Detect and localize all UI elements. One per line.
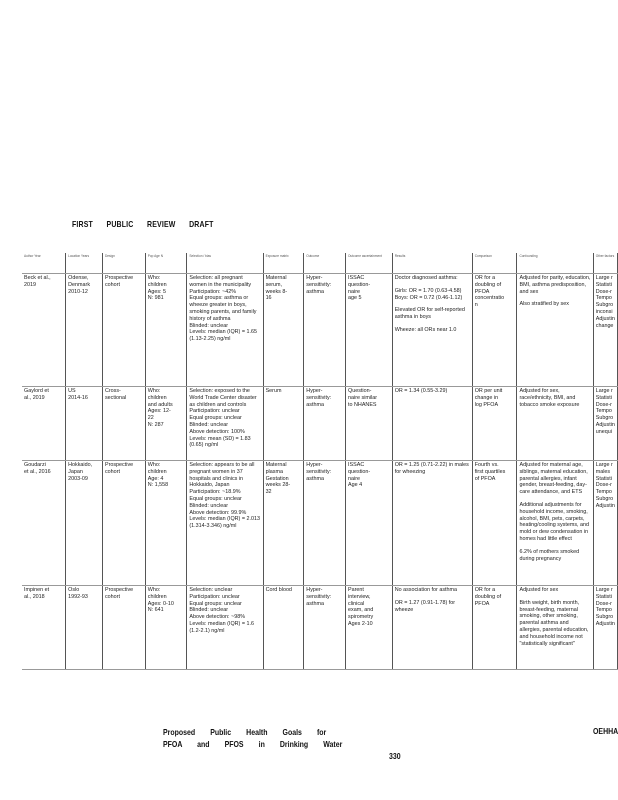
cell-line: Additional adjustments for household income, smoking, alcohol, BMI, pets, carpets, heating/cooling systems, and mold or dew condensation in homes had little effect	[519, 501, 590, 542]
cell-line: Hyper-	[306, 462, 323, 468]
exposure-cell	[263, 586, 304, 670]
cell-line: Equal groups: unclear	[189, 415, 242, 422]
cell-line: Question-	[348, 388, 372, 394]
cell-line: OR = 1.34 (0.55-3.29)	[394, 388, 448, 394]
cell-line: Boys: OR = 0.72 (0.46-1.12)	[394, 294, 463, 301]
cell-line: 2014-16	[68, 394, 88, 401]
cell-line: 22	[147, 415, 154, 422]
cell-line: Cord blood	[265, 587, 292, 593]
cell-line: Maternal	[265, 275, 287, 281]
cell-line: question-	[348, 468, 371, 475]
page-number: 330	[389, 751, 401, 761]
cell-line: ISSAC	[348, 462, 365, 468]
cell-line: spirometry	[348, 614, 374, 621]
cell-line: age 5	[348, 295, 362, 302]
cell-line: 2003-09	[68, 475, 88, 482]
cell-line: Dose-r	[595, 482, 612, 489]
population-cell	[145, 586, 187, 670]
cell-line: Adjusted for sex, race/ethnicity, BMI, and tobacco smoke exposure	[519, 388, 580, 408]
author-cell	[22, 387, 66, 461]
cell-line: Tempo	[595, 489, 612, 496]
cell-line: PFOA	[474, 288, 490, 295]
cell-line: naire	[348, 475, 361, 482]
comparison-cell	[472, 586, 517, 670]
cell-line: Subgro	[595, 415, 614, 422]
comparison-cell	[472, 274, 517, 387]
cell-line: Participation: ~42%	[189, 288, 236, 295]
cell-line: asthma	[306, 600, 324, 607]
cell-line: Beck et al.,	[24, 275, 51, 281]
cell-line: Adjustin	[595, 502, 615, 509]
exposure-cell	[263, 461, 304, 586]
confounding-cell	[517, 387, 593, 461]
cell-line: et al., 2016	[24, 468, 51, 475]
cell-line: Gestation	[265, 475, 289, 482]
cell-line: Selection: unclear	[189, 587, 233, 593]
author-cell	[22, 461, 66, 586]
cell-line: inconsi	[595, 308, 613, 315]
cell-line: children	[147, 394, 167, 401]
cell-line: sensitivity:	[306, 593, 332, 600]
cell-line: Large r	[595, 388, 613, 394]
column-header: Comparison	[472, 253, 517, 274]
column-header: Pop Age N	[145, 253, 187, 274]
cell-line: Hokkaido,	[68, 462, 93, 468]
table-row	[22, 387, 618, 461]
cell-line: cohort	[104, 281, 120, 288]
cell-line: Ages: 5	[147, 288, 167, 295]
cell-line: Fourth vs.	[474, 462, 499, 468]
selection-cell	[187, 461, 263, 586]
cell-line: Cross-	[104, 388, 121, 394]
cell-line: Ages 2-10	[348, 620, 373, 627]
cell-line: weeks 28-	[265, 482, 291, 489]
cell-line: Adjustin	[595, 421, 615, 428]
cell-line: N: 641	[147, 607, 164, 614]
cell-line: Statisti	[595, 593, 612, 600]
footer-title-line: PFOA and PFOS in Drinking Water	[163, 739, 343, 749]
cell-line: asthma	[306, 401, 324, 408]
cell-line: cohort	[104, 468, 120, 475]
cell-line: Large r	[595, 587, 613, 593]
cell-line: unequi	[595, 428, 612, 435]
cell-line: Parent	[348, 587, 364, 593]
cell-line: Blinded: unclear	[189, 607, 229, 614]
cell-line: children	[147, 593, 167, 600]
column-header: Outcome ascertainment	[346, 253, 393, 274]
cell-line: Adjustin	[595, 315, 615, 322]
results-cell	[392, 274, 472, 387]
outcome-cell	[304, 387, 346, 461]
cell-line: Selection: appears to be all pregnant women in 37 hospitals and clinics in Hokkaido, Japan	[189, 462, 255, 489]
cell-line: Also stratified by sex	[519, 301, 569, 308]
cell-line: asthma	[306, 475, 324, 482]
location-cell	[66, 586, 103, 670]
column-header: Location Years	[66, 253, 103, 274]
table-row	[22, 461, 618, 586]
cell-line: and adults	[147, 401, 173, 408]
column-header: Exposure matrix	[263, 253, 304, 274]
column-header: Author Year	[22, 253, 66, 274]
cell-line: N: 1,558	[147, 482, 169, 489]
cell-line: Subgro	[595, 614, 614, 621]
cell-line: OR per unit	[474, 388, 503, 394]
cell-line: children	[147, 468, 167, 475]
cell-line: children	[147, 281, 167, 288]
cell-line: Ages: 0-10	[147, 600, 174, 607]
cell-line: Levels: median (IQR) = 1.6 (1.2-2.1) ng/ml	[189, 620, 254, 634]
population-cell	[145, 387, 187, 461]
cell-line: Who:	[147, 388, 161, 394]
outcome-cell	[304, 461, 346, 586]
cell-line: Statisti	[595, 475, 612, 482]
cell-line: Who:	[147, 275, 161, 281]
cell-line: Oslo	[68, 587, 80, 593]
cell-line: al., 2019	[24, 394, 45, 401]
cell-line: Selection: exposed to the World Trade Center disaster as children and controls	[189, 388, 257, 408]
cell-line: Hyper-	[306, 388, 323, 394]
cell-line: Statisti	[595, 281, 612, 288]
cell-line: sensitivity:	[306, 281, 332, 288]
column-header: Outcome	[304, 253, 346, 274]
author-cell	[22, 274, 66, 387]
cell-line: interview,	[348, 593, 371, 600]
cell-line: Adjusted for maternal age, siblings, maternal education, parental allergies, infant gender, breast-feeding, day-care attendance, and ETS	[519, 462, 588, 496]
cell-line: Above detection: ~98%	[189, 614, 245, 621]
cell-line: Adjusted for parity, education, BMI, asthma predisposition, and sex	[519, 275, 591, 295]
cell-line: Adjusted for sex	[519, 587, 559, 593]
cell-line: Hyper-	[306, 587, 323, 593]
cell-line: naire	[348, 288, 361, 295]
cell-line: concentratio	[474, 295, 505, 302]
cell-line: OR for a	[474, 275, 496, 281]
outcome-cell	[304, 274, 346, 387]
cell-line: plasma	[265, 468, 283, 475]
cell-line: Participation: unclear	[189, 408, 240, 415]
column-header: Confounding	[517, 253, 593, 274]
other-cell	[593, 274, 617, 387]
results-cell	[392, 461, 472, 586]
cell-line: Equal groups: unclear	[189, 600, 242, 607]
other-cell	[593, 461, 617, 586]
other-cell	[593, 387, 617, 461]
location-cell	[66, 461, 103, 586]
table-header-row	[22, 253, 618, 274]
location-cell	[66, 274, 103, 387]
column-header: Selection / bias	[187, 253, 263, 274]
cell-line: Tempo	[595, 295, 612, 302]
cell-line: Equal groups: asthma or wheeze greater in boys, smoking parents, and family history of asthma	[189, 295, 257, 322]
cell-line: Who:	[147, 462, 161, 468]
cell-line: 32	[265, 489, 272, 496]
cell-line: Age 4	[348, 482, 363, 489]
other-cell	[593, 586, 617, 670]
confounding-cell	[517, 461, 593, 586]
cell-line: Prospective	[104, 587, 134, 593]
cell-line: first quartiles	[474, 468, 506, 475]
cell-line: Blinded: unclear	[189, 421, 229, 428]
cell-line: Tempo	[595, 408, 612, 415]
cell-line: 2010-12	[68, 288, 88, 295]
cell-line: Wheeze: all ORs near 1.0	[394, 326, 457, 333]
cell-line: cohort	[104, 593, 120, 600]
cell-line: Dose-r	[595, 288, 612, 295]
cell-line: Participation: unclear	[189, 593, 240, 600]
cell-line: Above detection: 99.9%	[189, 509, 247, 516]
cell-line: 6.2% of mothers smoked during pregnancy	[519, 548, 580, 562]
cell-line: Above detection: 100%	[189, 428, 245, 435]
cell-line: Doctor diagnosed asthma:	[394, 275, 458, 281]
cell-line: weeks 8-	[265, 288, 288, 295]
population-cell	[145, 274, 187, 387]
cell-line: OR = 1.27 (0.91-1.78) for wheeze	[394, 599, 456, 613]
cell-line: PFOA	[474, 600, 490, 607]
author-cell	[22, 586, 66, 670]
cell-line: 1992-93	[68, 593, 88, 600]
exposure-cell	[263, 387, 304, 461]
ascertainment-cell	[346, 461, 393, 586]
confounding-cell	[517, 274, 593, 387]
design-cell	[102, 586, 145, 670]
confounding-cell	[517, 586, 593, 670]
cell-line: Serum	[265, 388, 282, 394]
cell-line: of PFOA	[474, 475, 496, 482]
cell-line: Levels: median (IQR) = 1.65 (1.13-2.25) ng/ml	[189, 329, 257, 343]
cell-line: to NHANES	[348, 401, 377, 408]
table-row	[22, 586, 618, 670]
draft-header: FIRST PUBLIC REVIEW DRAFT	[72, 219, 214, 229]
cell-line: Levels: median (IQR) = 2.013 (1.314-3.346) ng/ml	[189, 516, 260, 530]
cell-line: Statisti	[595, 394, 612, 401]
selection-cell	[187, 387, 263, 461]
footer-title	[163, 726, 342, 750]
table-row	[22, 274, 618, 387]
selection-cell	[187, 274, 263, 387]
cell-line: al., 2018	[24, 593, 45, 600]
cell-line: Subgro	[595, 495, 614, 502]
footer-org: OEHHA	[593, 726, 618, 736]
cell-line: 2019	[24, 281, 36, 288]
cell-line: Selection: all pregnant women in the municipality	[189, 275, 252, 288]
ascertainment-cell	[346, 387, 393, 461]
cell-line: No association for asthma	[394, 587, 458, 593]
cell-line: Who:	[147, 587, 161, 593]
cell-line: Subgro	[595, 302, 614, 309]
results-cell	[392, 387, 472, 461]
cell-line: OR for a	[474, 587, 496, 593]
design-cell	[102, 387, 145, 461]
column-header: Results	[392, 253, 472, 274]
column-header: Other factors	[593, 253, 617, 274]
cell-line: Hyper-	[306, 275, 323, 281]
cell-line: Gaylord et	[24, 388, 49, 394]
cell-line: Dose-r	[595, 600, 612, 607]
footer-title-line: Proposed Public Health Goals for	[163, 727, 327, 737]
cell-line: Age: 4	[147, 475, 164, 482]
cell-line: asthma	[306, 288, 324, 295]
cell-line: Maternal	[265, 462, 287, 468]
cell-line: males	[595, 468, 611, 475]
cell-line: doubling of	[474, 593, 502, 600]
selection-cell	[187, 586, 263, 670]
cell-line: Blinded: unclear	[189, 322, 229, 329]
location-cell	[66, 387, 103, 461]
cell-line: Odense,	[68, 275, 89, 281]
cell-line: Equal groups: unclear	[189, 495, 242, 502]
cell-line: Girls: OR = 1.70 (0.63-4.58)	[394, 287, 462, 294]
cell-line: Participation: ~18.9%	[189, 489, 241, 496]
cell-line: Japan	[68, 468, 83, 475]
cell-line: Blinded: unclear	[189, 502, 229, 509]
cell-line: Prospective	[104, 462, 134, 468]
cell-line: Ages: 12-	[147, 408, 171, 415]
cell-line: US	[68, 388, 76, 394]
cell-line: doubling of	[474, 281, 502, 288]
cell-line: Elevated OR for self-reported asthma in boys	[394, 307, 465, 321]
cell-line: change in	[474, 394, 499, 401]
cell-line: Dose-r	[595, 401, 612, 408]
comparison-cell	[472, 461, 517, 586]
design-cell	[102, 461, 145, 586]
cell-line: clinical	[348, 600, 365, 607]
evidence-table	[22, 253, 618, 670]
cell-line: Birth weight, birth month, breast-feeding, maternal smoking, other smoking, parental asthma and allergies, parental education, and household income not "statistically significant"	[519, 599, 589, 647]
cell-line: Tempo	[595, 607, 612, 614]
cell-line: n	[474, 302, 478, 309]
cell-line: exam, and	[348, 607, 374, 614]
cell-line: OR = 1.25 (0.71-2.22) in males for wheezing	[394, 462, 469, 475]
cell-line: Large r	[595, 462, 613, 468]
cell-line: ISSAC	[348, 275, 365, 281]
ascertainment-cell	[346, 274, 393, 387]
cell-line: 16	[265, 295, 272, 302]
cell-line: Impinen et	[24, 587, 50, 593]
cell-line: Prospective	[104, 275, 134, 281]
column-header: Design	[102, 253, 145, 274]
cell-line: change	[595, 322, 614, 329]
cell-line: log PFOA	[474, 401, 499, 408]
results-cell	[392, 586, 472, 670]
population-cell	[145, 461, 187, 586]
cell-line: Denmark	[68, 281, 91, 288]
comparison-cell	[472, 387, 517, 461]
cell-line: naire similar	[348, 394, 378, 401]
design-cell	[102, 274, 145, 387]
cell-line: serum,	[265, 281, 283, 288]
cell-line: Levels: mean (SD) = 1.83 (0.65) ng/ml	[189, 435, 251, 449]
cell-line: N: 287	[147, 421, 164, 428]
cell-line: Large r	[595, 275, 613, 281]
cell-line: sectional	[104, 394, 127, 401]
cell-line: question-	[348, 281, 371, 288]
cell-line: Adjustin	[595, 620, 615, 627]
cell-line: sensitivity:	[306, 394, 332, 401]
ascertainment-cell	[346, 586, 393, 670]
exposure-cell	[263, 274, 304, 387]
outcome-cell	[304, 586, 346, 670]
cell-line: N: 981	[147, 295, 164, 302]
cell-line: sensitivity:	[306, 468, 332, 475]
cell-line: Goudarzi	[24, 462, 46, 468]
